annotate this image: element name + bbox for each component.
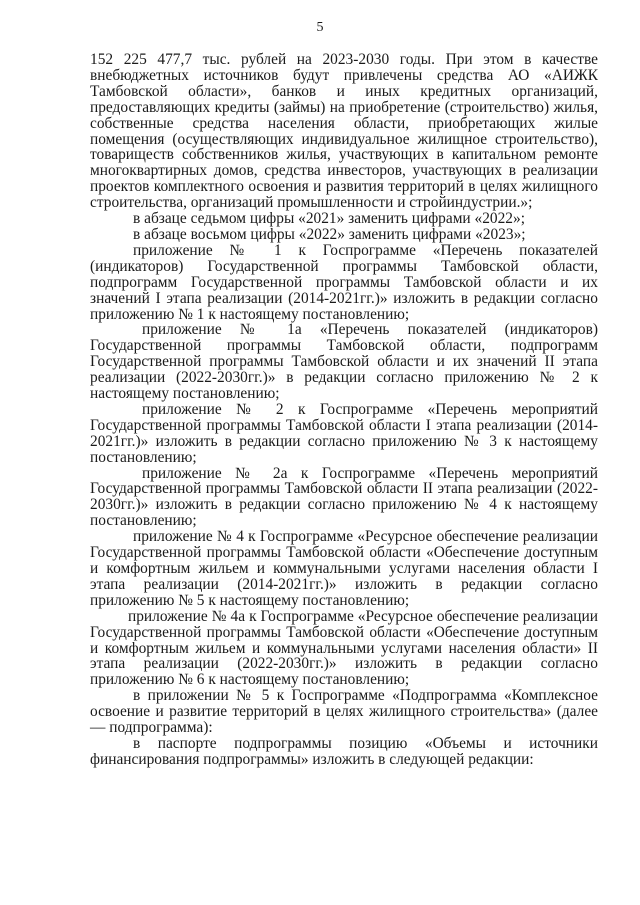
paragraph-appendix-2a: приложение № 2а к Госпрограмме «Перечень мероприятий Государственной программы Тамбовской области II этапа реализации (2022-2030гг.)» изложить в редакции согласно приложению № 4 к настоящему постановлению;	[90, 464, 598, 530]
paragraph-amend-seventh: в абзаце седьмом цифры «2021» заменить цифрами «2022»;	[133, 210, 525, 228]
paragraph-appendix-2: приложение № 2 к Госпрограмме «Перечень мероприятий Государственной программы Тамбовской области I этапа реализации (2014-2021гг.)» изложить в редакции согласно приложению № 3 к настоящему постановлению;	[90, 400, 598, 466]
paragraph-amend-eighth: в абзаце восьмом цифры «2022» заменить цифрами «2023»;	[133, 225, 526, 243]
page-number: 5	[316, 20, 324, 35]
paragraph-appendix-1: приложение № 1 к Госпрограмме «Перечень показателей (индикаторов) Государственной программы Тамбовской области, подпрограмм Государственной программы Тамбовской области и их значений I этапа реализации (2014-2021гг.)» изложить в редакции согласно приложению № 1 к настоящему постановлению;	[90, 241, 598, 323]
paragraph-appendix-5: в приложении № 5 к Госпрограмме «Подпрограмма «Комплексное освоение и развитие территорий в целях жилищного строительства» (далее — подпрограмма):	[90, 687, 598, 737]
paragraph-appendix-4: приложение № 4 к Госпрограмме «Ресурсное обеспечение реализации Государственной программы Тамбовской области «Обеспечение доступным и комфортным жильем и коммунальными услугами населения области I этапа реализации (2014-2021гг.)» изложить в редакции согласно приложению № 5 к настоящему постановлению;	[90, 528, 598, 609]
document-body	[90, 52, 598, 768]
paragraph-passport: в паспорте подпрограммы позицию «Объемы и источники финансирования подпрограммы» изложить в следующей редакции:	[90, 734, 598, 768]
paragraph-appendix-4a: приложение № 4а к Госпрограмме «Ресурсное обеспечение реализации Государственной программы Тамбовской области «Обеспечение доступным и комфортным жильем и коммунальными услугами населения области» II этапа реализации (2022-2030гг.)» изложить в редакции согласно приложению № 6 к настоящему постановлению;	[90, 607, 598, 689]
paragraph-funding-sources: 152 225 477,7 тыс. рублей на 2023-2030 годы. При этом в качестве внебюджетных источников будут привлечены средства АО «АИЖК Тамбовской области», банков и иных кредитных организаций, предоставляющих кредиты (займы) на приобретение (строительство) жилья, собственные средства населения области, приобретающих жилые помещения (осуществляющих индивидуальное жилищное строительство), товариществ собственников жилья, участвующих в капитальном ремонте многоквартирных домов, средства инвесторов, участвующих в реализации проектов комплектного освоения и развития территорий в целях жилищного строительства, организаций промышленности и стройиндустрии.»;	[90, 51, 598, 212]
paragraph-appendix-1a: приложение № 1а «Перечень показателей (индикаторов) Государственной программы Тамбовской области, подпрограмм Государственной программы Тамбовской области и их значений II этапа реализации (2022-2030гг.)» в редакции согласно приложению № 2 к настоящему постановлению;	[90, 321, 598, 403]
